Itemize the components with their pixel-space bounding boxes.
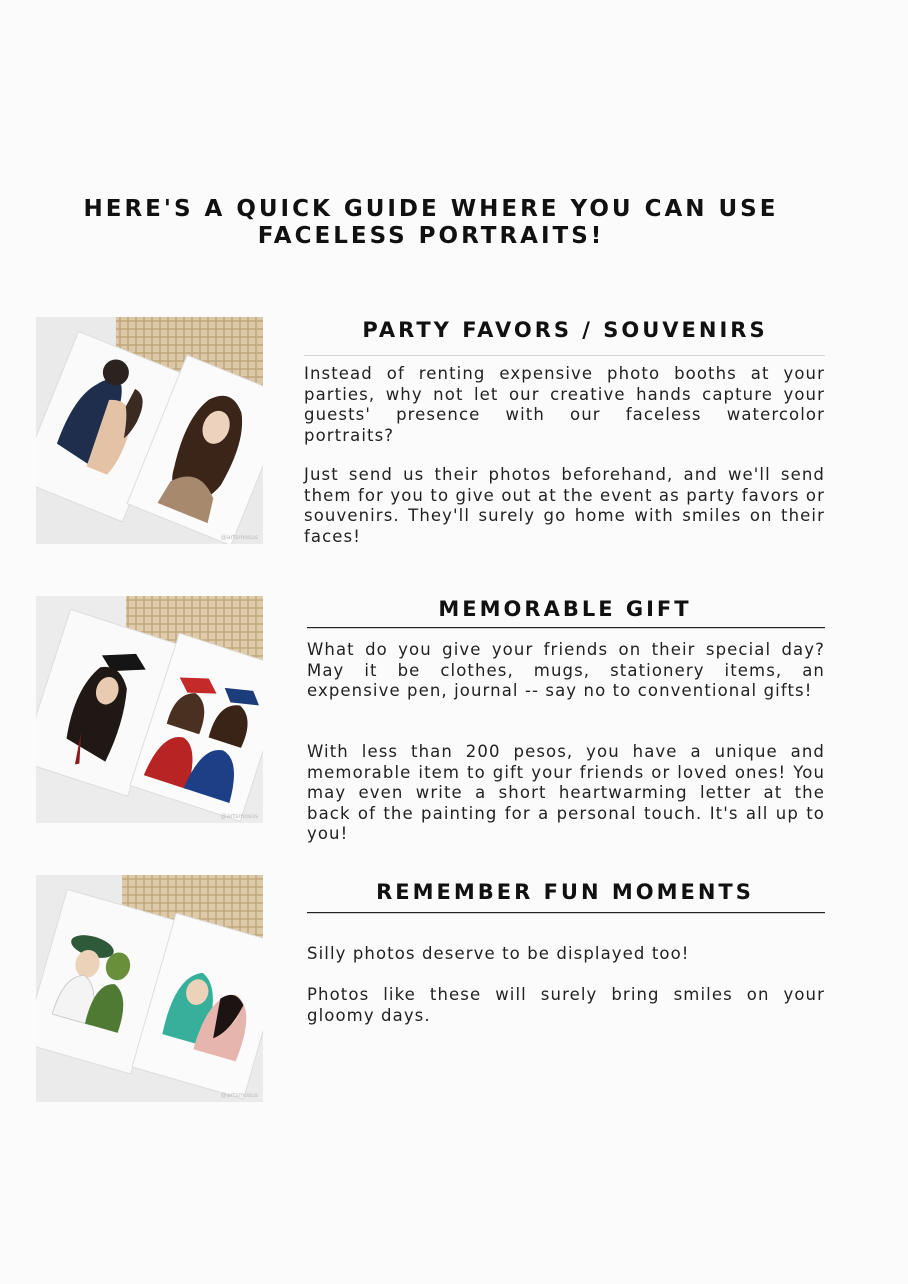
fun-moments-photo [36,875,263,1102]
section-divider [304,355,825,357]
section-heading: PARTY FAVORS / SOUVENIRS [362,318,768,342]
memorable-gift-photo [36,596,263,823]
section-paragraph: What do you give your friends on their special day? May it be clothes, mugs, stationery items, an expensive pen, journal -- say no to conventional gifts! [307,640,825,700]
section-paragraph: Photos like these will surely bring smiles on your gloomy days. [307,985,825,1025]
section-divider [307,627,828,629]
watermark-text: @artsmosus [220,534,258,541]
party-favors-photo [36,317,263,544]
page-title: HERE'S A QUICK GUIDE WHERE YOU CAN USE FACELESS PORTRAITS! [83,196,779,249]
section-divider [307,912,828,914]
section-paragraph: Silly photos deserve to be displayed too! [307,944,690,963]
section-paragraph: Instead of renting expensive photo booths at your parties, why not let our creative hands capture your guests' presence with our faceless watercolor portraits? [304,364,825,445]
watermark-text: @artsmosus [220,1092,258,1099]
section-paragraph: Just send us their photos beforehand, and we'll send them for you to give out at the event as party favors or souvenirs. They'll surely go home with smiles on their faces! [304,465,825,546]
section-paragraph: With less than 200 pesos, you have a unique and memorable item to gift your friends or loved ones! You may even write a short heartwarming letter at the back of the painting for a personal touch. It's all up to you! [307,742,825,843]
section-heading: MEMORABLE GIFT [438,597,692,621]
section-heading: REMEMBER FUN MOMENTS [376,880,754,904]
watermark-text: @artsmosus [220,813,258,820]
